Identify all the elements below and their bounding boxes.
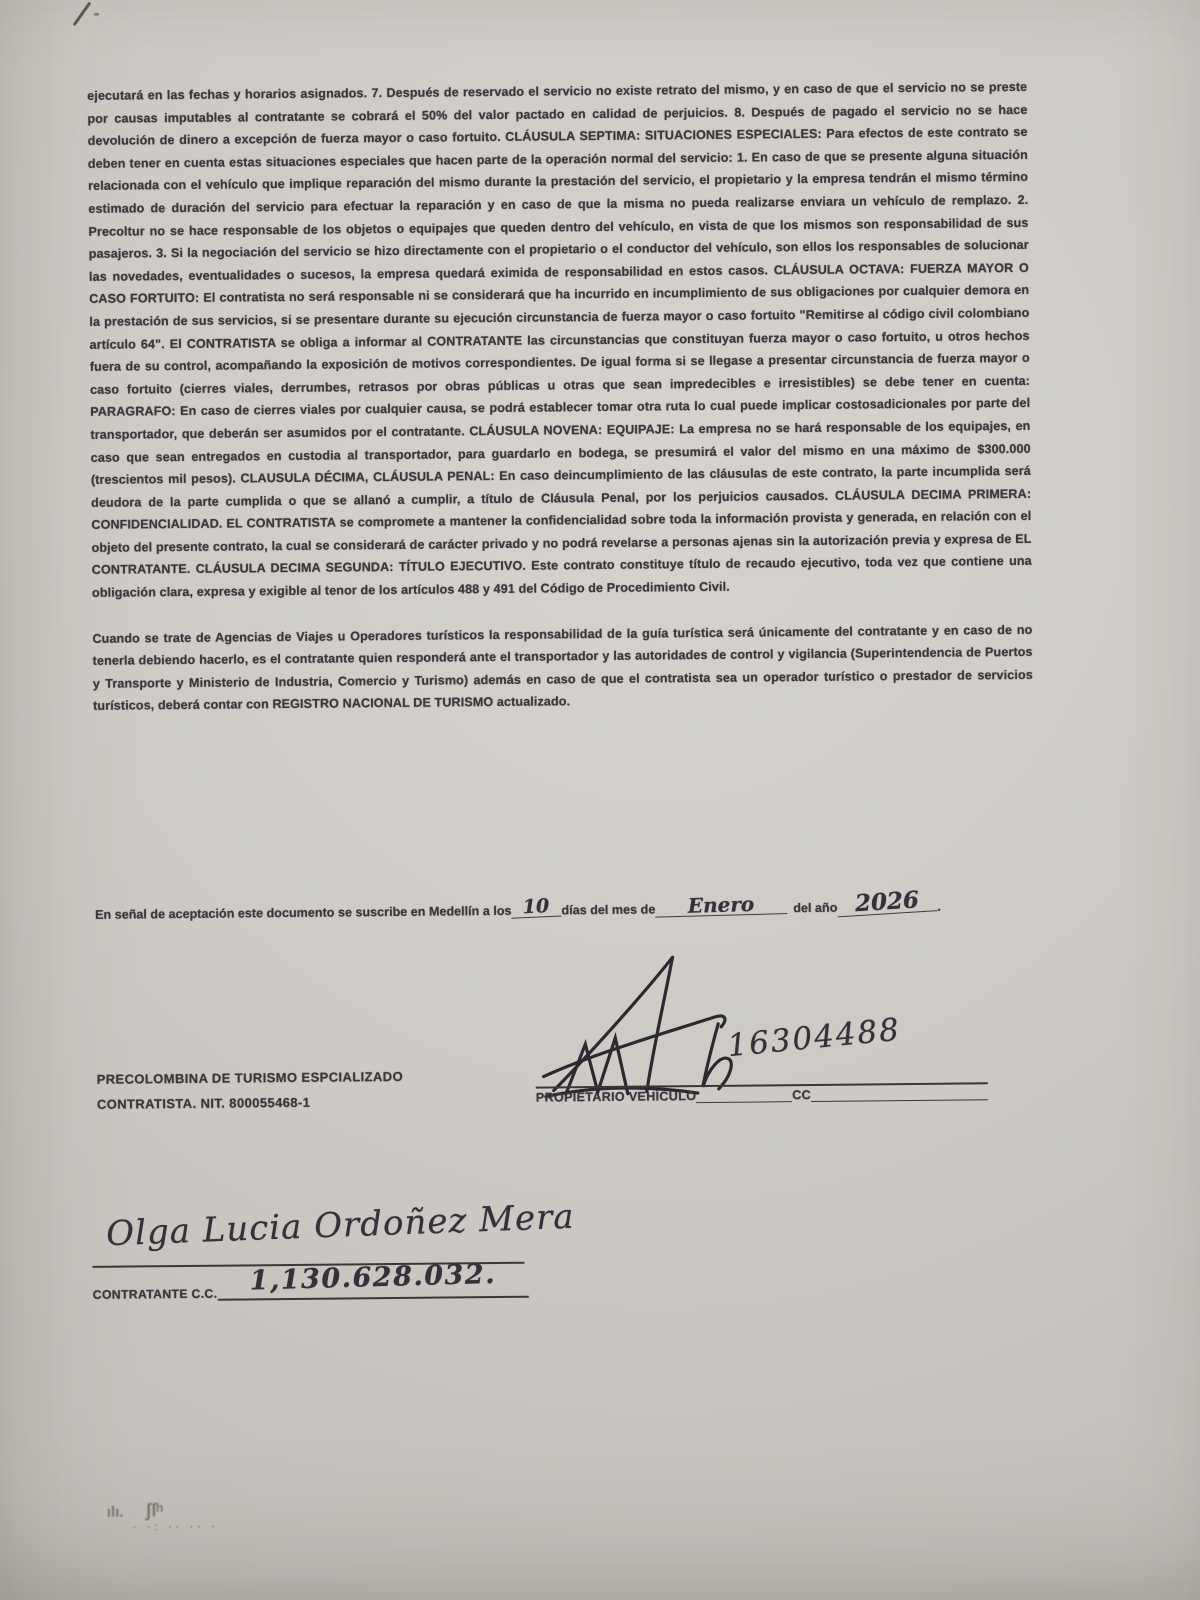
pencil-smudge: [107, 1502, 219, 1537]
contract-body: [87, 76, 1033, 718]
owner-label: PROPIETARIO VEHÍCULO: [535, 1089, 697, 1105]
pencil-smudge-dots: · ·: ·· ·· ·: [132, 1521, 219, 1534]
cc-blank-line: [811, 1086, 988, 1102]
stray-pen-mark: [73, 2, 92, 27]
acceptance-line: [95, 888, 1085, 922]
acceptance-suffix: .: [937, 899, 941, 914]
owner-label-row: [536, 1086, 988, 1104]
contractor-nit: CONTRATISTA. NIT. 800055468-1: [96, 1094, 311, 1112]
pencil-smudge-left: ılı.: [106, 1503, 124, 1521]
client-label-row: [92, 1258, 528, 1302]
stray-pen-dot: [93, 13, 99, 16]
owner-signature-block: [534, 944, 991, 1113]
owner-blank-line: [696, 1088, 792, 1103]
client-cc-handwritten: 1,130.628.032.: [249, 1258, 497, 1297]
owner-signature-icon: [536, 946, 787, 1098]
client-cc-line: [217, 1258, 529, 1301]
cc-label: CC: [792, 1087, 812, 1103]
acceptance-mid1: días del mes de: [561, 902, 656, 918]
year-blank: 2026: [837, 887, 938, 917]
client-signature-block: [92, 1196, 576, 1302]
client-name-handwritten: Olga Lucia Ordoñez Mera: [105, 1196, 576, 1255]
owner-cc-handwritten: 16304488: [725, 1011, 903, 1065]
contractor-company-name: PRECOLOMBINA DE TURISMO ESPCIALIZADO: [96, 1068, 404, 1087]
contract-clauses-paragraph: ejecutará en las fechas y horarios asignados. 7. Después de reservado el servicio no existe retrato del mismo, y en caso de que el servicio no se preste por causas imputables al contratante se cobrará el 50% del valor pactado en calidad de perjuicios. 8. Después de pagado el servicio no se hace devolución de dinero a excepción de fuerza mayor o caso fortuito. CLÁUSULA SEPTIMA: SITUACIONES ESPECIALES: Para efectos de este contrato se deben tener en cuenta estas situaciones especiales que hacen parte de la operación normal del servicio: 1. En caso de que se presente alguna situación relacionada con el vehículo que implique reparación del mismo durante la prestación del servicio, el propietario y la empresa tendrán el mismo término estimado de duración del servicio para efectuar la reparación y en caso de que la misma no pueda realizarse enviara un vehículo de remplazo. 2. Precoltur no se hace responsable de los objetos o equipajes que queden dentro del vehículo, en vista de que los mismos son responsabilidad de sus pasajeros. 3. Si la negociación del servicio se hizo directamente con el propietario o el conductor del vehículo, son ellos los responsables de solucionar las novedades, eventualidades o sucesos, la empresa quedará eximida de responsabilidad en estos casos. CLÁUSULA OCTAVA: FUERZA MAYOR O CASO FORTUITO: El contratista no será responsable ni se considerará que ha incurrido en incumplimiento de sus obligaciones por cualquier demora en la prestación de sus servicios, si se presentare durante su ejecución circunstancia de fuerza mayor o caso fortuito "Remitirse al código civil colombiano artículo 64". El CONTRATISTA se obliga a informar al CONTRATANTE las circunstancias que constituyan fuerza mayor o caso fortuito, u otros hechos fuera de su control, acompañando la exposición de motivos correspondientes. De igual forma si se llegase a presentar circunstancia de fuerza mayor o caso fortuito (cierres viales, derrumbes, retrasos por obras públicas u otras que sean impredecibles e irresistibles) se debe tener en cuenta: PARAGRAFO: En caso de cierres viales por cualquier causa, se podrá establecer tomar otra ruta lo cual puede implicar costosadicionales por parte del transportador, que deberán ser asumidos por el contratante. CLÁUSULA NOVENA: EQUIPAJE: La empresa no se hará responsable de los equipajes, en caso que sean entregados en custodia al transportador, para guardarlo en bodega, se presumirá el valor del mismo en una máximo de $300.000 (trescientos mil pesos). CLAUSULA DÉCIMA, CLÁUSULA PENAL: En caso deincumplimiento de las cláusulas de este contrato, la parte incumplida será deudora de la parte cumplida o que se allanó a cumplir, a título de Cláusula Penal, por los perjuicios causados. CLÁUSULA DECIMA PRIMERA: CONFIDENCIALIDAD. EL CONTRATISTA se compromete a mantener la confidencialidad sobre toda la información provista y generada, en relación con el objeto del presente contrato, la cual se considerará de carácter privado y no podrá revelarse a personas ajenas sin la autorización previa y expresa de EL CONTRATANTE. CLÁUSULA DECIMA SEGUNDA: TÍTULO EJECUTIVO. Este contrato constituye título de recaudo ejecutivo, toda vez que contiene una obligación clara, expresa y exigible al tenor de los artículos 488 y 491 del Código de Procedimiento Civil.: [87, 79, 1032, 600]
day-blank: 10: [511, 897, 562, 919]
agencies-paragraph: Cuando se trate de Agencias de Viajes u Operadores turísticos la responsabilidad de la guía turística será únicamente del contratante y en caso de no tenerla debiendo hacerlo, es el contratante quien responderá ante el transportador y las autoridades de control y vigilancia (Superintendencia de Puertos y Transporte y Ministerio de Industria, Comercio y Turismo) además en caso de que el contratista sea un operador turístico o prestador de servicios turísticos, deberá contar con REGISTRO NACIONAL DE TURISMO actualizado.: [92, 622, 1033, 714]
acceptance-mid2: del año: [793, 900, 838, 916]
month-blank: Enero: [655, 893, 788, 918]
contractor-identification: [97, 1064, 404, 1117]
client-label: CONTRATANTE C.C.: [92, 1286, 218, 1302]
pencil-smudge-right: ʃſʰ: [145, 1500, 164, 1521]
acceptance-prefix: En señal de aceptación este documento se suscribe en Medellín a los: [95, 903, 512, 922]
